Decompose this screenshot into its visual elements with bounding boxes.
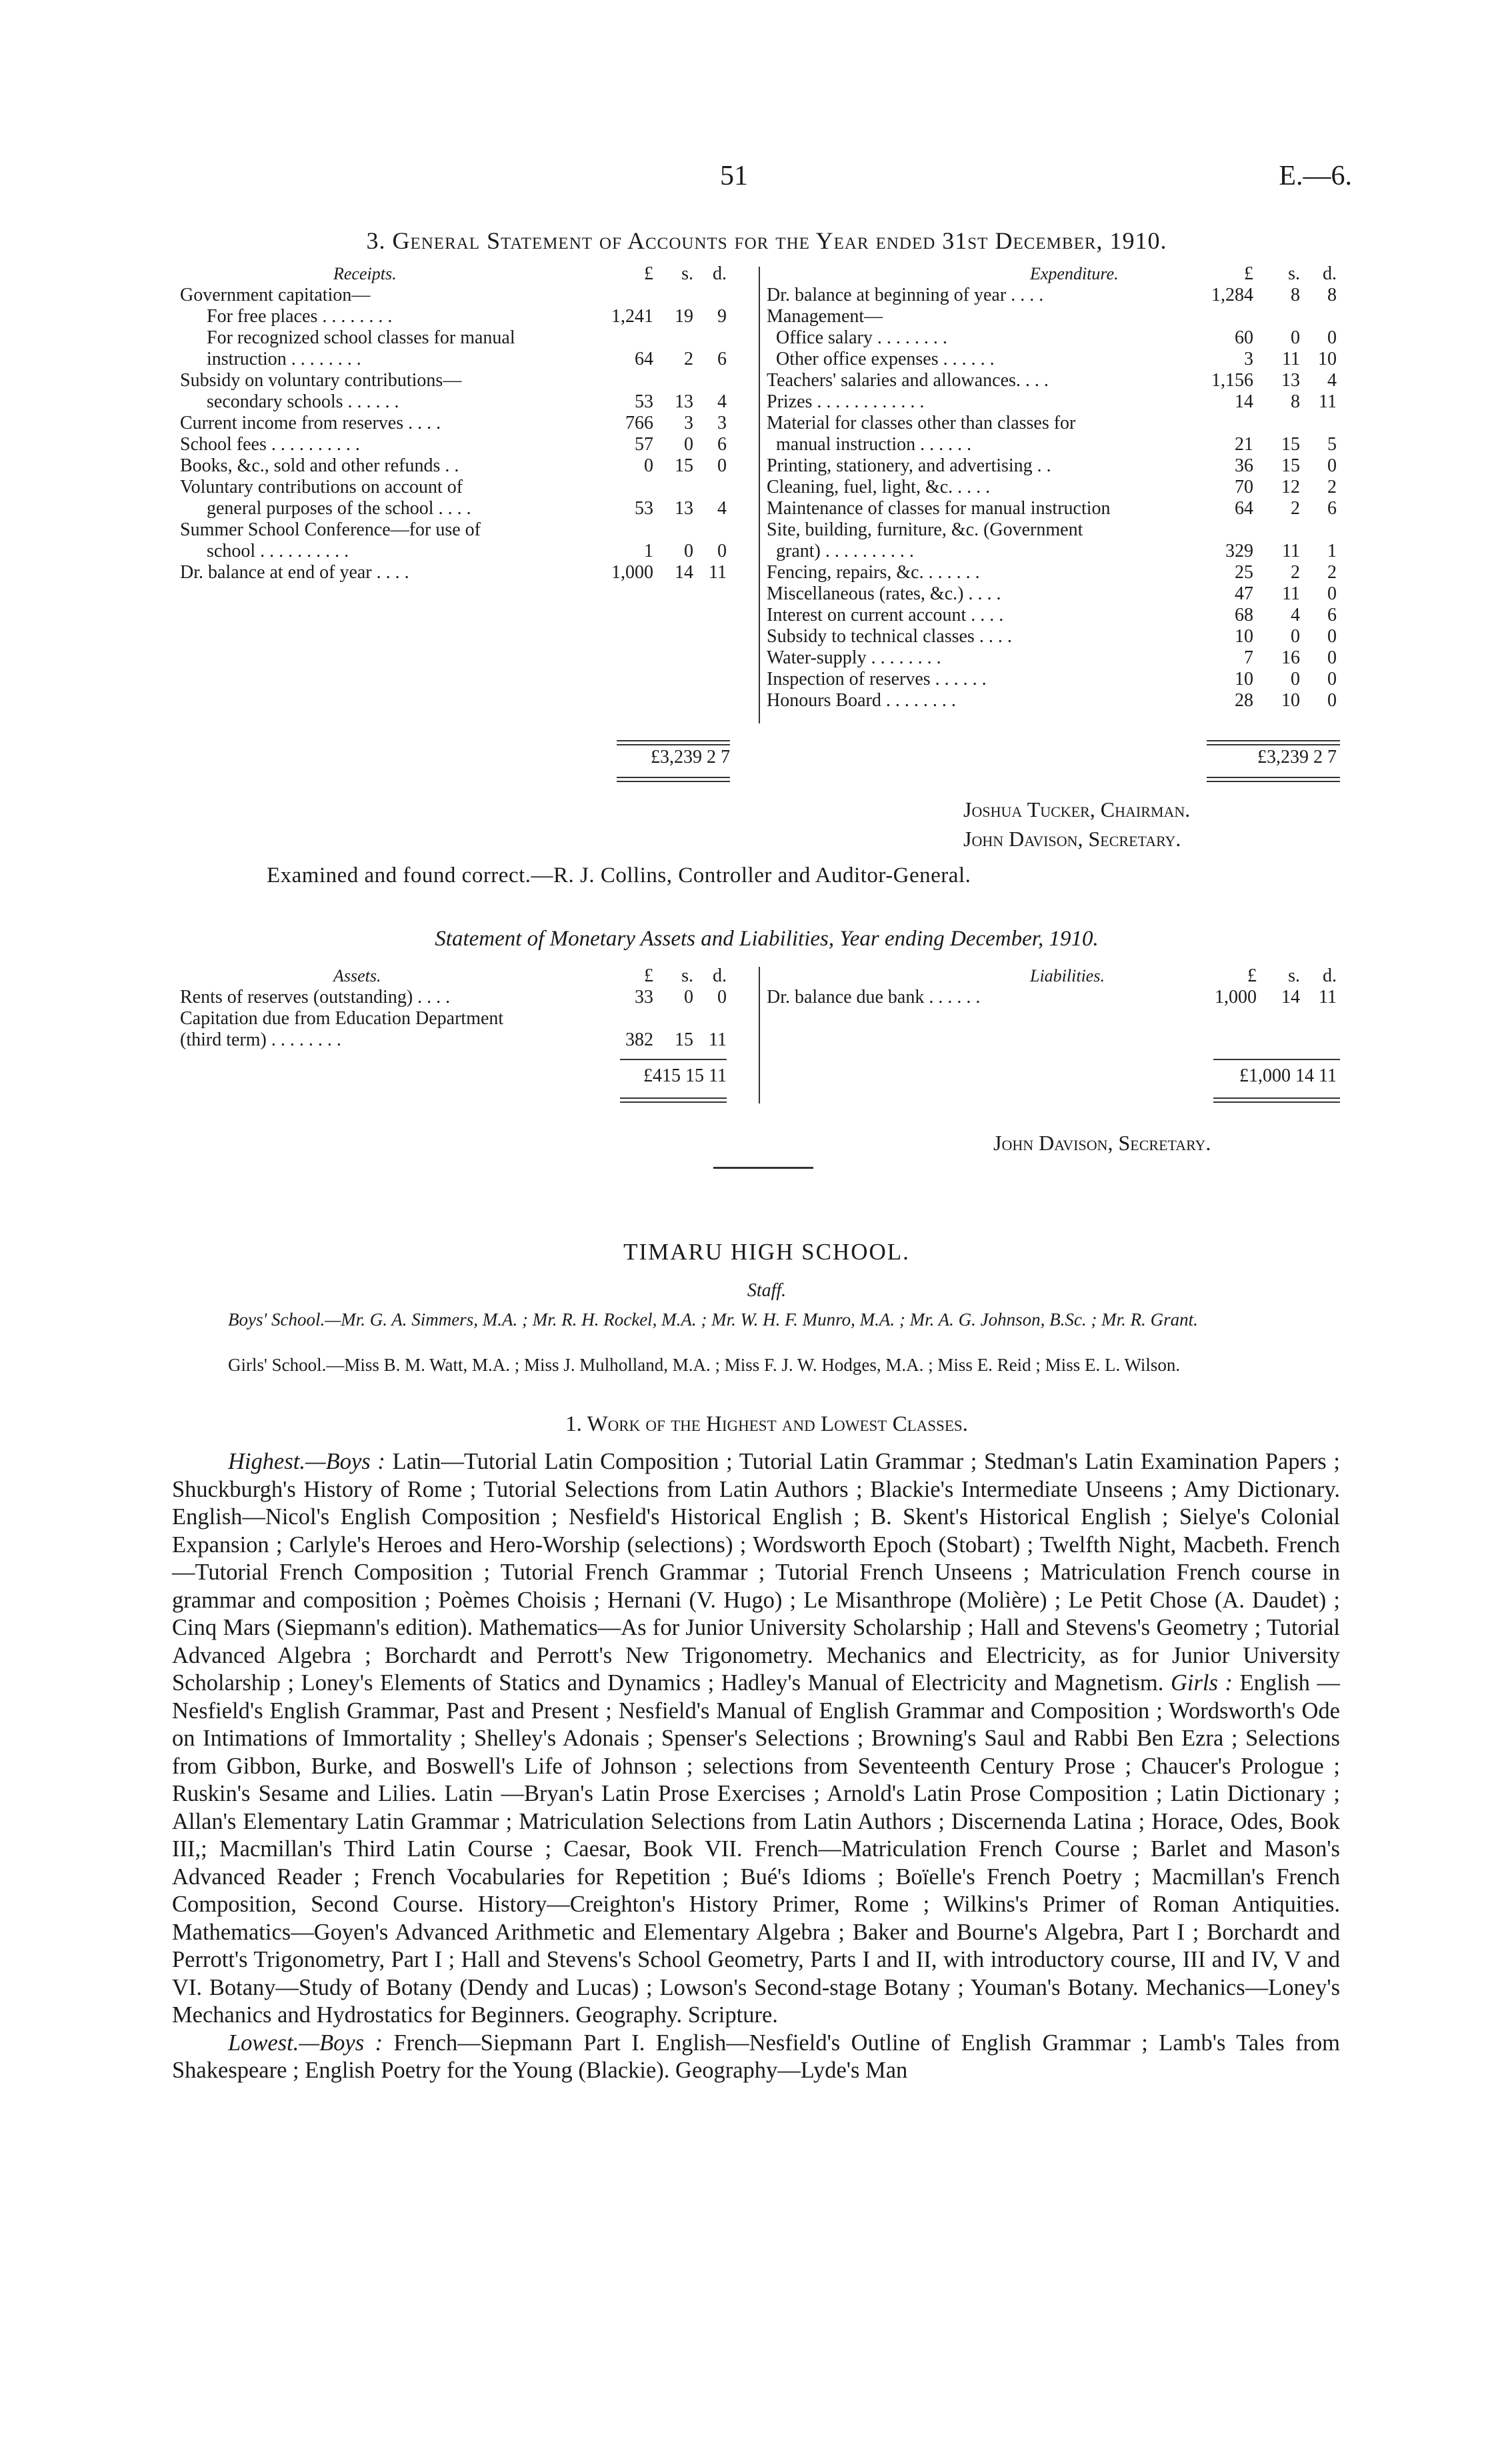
- amount-pounds: 14: [1235, 391, 1253, 412]
- amount-pence: 11: [1319, 391, 1337, 412]
- amount-pounds: 1,000: [1215, 987, 1257, 1007]
- amount-pence: 0: [717, 541, 727, 561]
- curriculum-text: [172, 1448, 1340, 2085]
- account-row-label: Cleaning, fuel, light, &c. . . . .: [767, 477, 991, 497]
- amount-pounds: 1: [644, 541, 653, 561]
- col-pounds: £: [644, 965, 653, 986]
- amount-pounds: 64: [1235, 498, 1253, 519]
- amount-pounds: 28: [1235, 690, 1253, 711]
- amount-pence: 0: [1327, 669, 1337, 689]
- total-double-rule: [1207, 777, 1340, 782]
- amount-pence: 2: [1327, 562, 1337, 583]
- account-row-label: Subsidy to technical classes . . . .: [767, 626, 1012, 647]
- amount-shillings: 16: [1281, 647, 1300, 668]
- amount-pounds: 382: [625, 1029, 653, 1050]
- total-rule: [617, 740, 730, 745]
- account-row-label: For recognized school classes for manual: [207, 327, 515, 348]
- liabilities-total: £1,000 14 11: [1239, 1065, 1337, 1086]
- amount-pounds: 7: [1244, 647, 1253, 668]
- account-row-label: Dr. balance at end of year . . . .: [180, 562, 409, 583]
- amount-pounds: 68: [1235, 605, 1253, 625]
- amount-shillings: 14: [675, 562, 693, 583]
- amount-pence: 5: [1327, 434, 1337, 455]
- amount-pounds: 47: [1235, 583, 1253, 604]
- amount-pence: 0: [717, 455, 727, 476]
- account-row-label: (third term) . . . . . . . .: [180, 1029, 341, 1050]
- col-shillings: s.: [681, 263, 693, 284]
- girls-staff: [172, 1354, 1340, 1376]
- amount-pence: 4: [717, 391, 727, 412]
- receipts-total: £3,239 2 7: [651, 747, 730, 767]
- account-row-label: Capitation due from Education Department: [180, 1008, 504, 1029]
- account-row-label: Voluntary contributions on account of: [180, 477, 463, 497]
- amount-pence: 6: [1327, 605, 1337, 625]
- column-divider: [759, 267, 760, 723]
- staff-heading: Staff.: [747, 1280, 787, 1301]
- amount-shillings: 0: [684, 541, 693, 561]
- chairman-signature: Joshua Tucker, Chairman.: [963, 797, 1191, 821]
- amount-pounds: 60: [1235, 327, 1253, 348]
- amount-shillings: 4: [1291, 605, 1300, 625]
- col-pence: d.: [1323, 965, 1337, 986]
- girls-lead: Girls :: [1170, 1670, 1233, 1696]
- girls-staff-text: Girls' School.—Miss B. M. Watt, M.A. ; Miss J. Mulholland, M.A. ; Miss F. J. W. Hodges, M.A. ; Miss E. Reid ; Miss E. L. Wilson.: [228, 1355, 1181, 1375]
- examined-note: Examined and found correct.—R. J. Collins, Controller and Auditor-General.: [267, 863, 971, 887]
- amount-shillings: 2: [1291, 562, 1300, 583]
- amount-pounds: 25: [1235, 562, 1253, 583]
- amount-pence: 1: [1327, 541, 1337, 561]
- assets-heading: Assets.: [333, 966, 381, 985]
- account-row-label: grant) . . . . . . . . . .: [776, 541, 914, 561]
- boys-staff-text: Boys' School.—Mr. G. A. Simmers, M.A. ; Mr. R. H. Rockel, M.A. ; Mr. W. H. F. Munro, M.A. ; Mr. A. G. Johnson, B.Sc. ; Mr. R. Grant.: [228, 1310, 1198, 1330]
- lowest-lead: Lowest.—Boys :: [228, 2030, 383, 2056]
- account-row-label: Inspection of reserves . . . . . .: [767, 669, 987, 689]
- amount-pounds: 1,156: [1211, 370, 1253, 391]
- col-shillings: s.: [1288, 263, 1300, 284]
- col-shillings: s.: [1288, 965, 1300, 986]
- amount-pence: 6: [717, 349, 727, 369]
- account-row-label: Dr. balance at beginning of year . . . .: [767, 285, 1044, 305]
- account-row-label: Other office expenses . . . . . .: [776, 349, 995, 369]
- account-row-label: Miscellaneous (rates, &c.) . . . .: [767, 583, 1001, 604]
- assets-total: £415 15 11: [643, 1065, 727, 1086]
- highest-boys-text: Latin—Tutorial Latin Composition ; Tutorial Latin Grammar ; Stedman's Latin Examination Papers ; Shuckburgh's History of Rome ; Tutorial Selections from Latin Authors ; Blackie's Intermediate Unseens ; Amy Dictionary. English—Nicol's English Composition ; Nesfield's Historical English ; B. Skent's Historical English ; Sielye's Colonial Expansion ; Carlyle's Heroes and Hero-Worship (selections) ; Wordsworth Epoch (Stobart) ; Twelfth Night, Macbeth. French—Tutorial French Composition ; Tutorial French Grammar ; Tutorial French Unseens ; Matriculation French course in grammar and composition ; Poèmes Choisis ; Hernani (V. Hugo) ; Le Misanthrope (Molière) ; Le Petit Chose (A. Daudet) ; Cinq Mars (Siepmann's edition). Mathematics—As for Junior University Scholarship ; Hall and Stevens's Geometry ; Tutorial Advanced Algebra ; Borchardt and Perrott's New Trigonometry. Mechanics and Electricity, as for Junior University Scholarship ; Loney's Elements of Statics and Dynamics ; Hadley's Manual of Electricity and Magnetism.: [172, 1449, 1340, 1696]
- amount-shillings: 2: [684, 349, 693, 369]
- amount-shillings: 15: [1281, 434, 1300, 455]
- amount-shillings: 3: [684, 413, 693, 433]
- amount-pence: 3: [717, 413, 727, 433]
- account-row-label: Fencing, repairs, &c. . . . . . .: [767, 562, 980, 583]
- amount-pence: 6: [1327, 498, 1337, 519]
- total-rule: [1213, 1059, 1340, 1060]
- amount-shillings: 14: [1281, 987, 1300, 1007]
- amount-pence: 9: [717, 306, 727, 327]
- col-shillings: s.: [681, 965, 693, 986]
- amount-pence: 2: [1327, 477, 1337, 497]
- total-double-rule: [620, 1097, 727, 1103]
- school-heading: TIMARU HIGH SCHOOL.: [623, 1239, 910, 1265]
- account-row-label: secondary schools . . . . . .: [207, 391, 399, 412]
- page-reference: E.—6.: [1279, 161, 1352, 191]
- account-row-label: Current income from reserves . . . .: [180, 413, 441, 433]
- account-row-label: Printing, stationery, and advertising . .: [767, 455, 1051, 476]
- amount-pounds: 21: [1235, 434, 1253, 455]
- amount-pence: 11: [709, 562, 727, 583]
- amount-pounds: 1,000: [611, 562, 653, 583]
- col-pence: d.: [1323, 263, 1337, 284]
- amount-pounds: 10: [1235, 626, 1253, 647]
- highest-paragraph: [172, 1448, 1340, 2030]
- account-row-label: For free places . . . . . . . .: [207, 306, 393, 327]
- column-divider: [759, 967, 760, 1103]
- amount-pounds: 64: [635, 349, 653, 369]
- amount-shillings: 19: [675, 306, 693, 327]
- account-row-label: Teachers' salaries and allowances. . . .: [767, 370, 1049, 391]
- amount-pence: 0: [1327, 583, 1337, 604]
- amount-shillings: 13: [675, 498, 693, 519]
- total-double-rule: [617, 777, 730, 782]
- amount-shillings: 13: [1281, 370, 1300, 391]
- section-divider: [713, 1167, 813, 1169]
- amount-pounds: 53: [635, 498, 653, 519]
- account-row-label: Subsidy on voluntary contributions—: [180, 370, 462, 391]
- account-row-label: Prizes . . . . . . . . . . . .: [767, 391, 925, 412]
- amount-pence: 11: [709, 1029, 727, 1050]
- amount-shillings: 12: [1281, 477, 1300, 497]
- amount-pence: 6: [717, 434, 727, 455]
- account-row-label: Office salary . . . . . . . .: [776, 327, 947, 348]
- amount-pounds: 1,284: [1211, 285, 1253, 305]
- amount-pounds: 3: [1244, 349, 1253, 369]
- amount-pence: 4: [717, 498, 727, 519]
- amount-shillings: 11: [1282, 541, 1300, 561]
- amount-shillings: 8: [1291, 285, 1300, 305]
- amount-pence: 10: [1318, 349, 1337, 369]
- amount-pence: 0: [1327, 647, 1337, 668]
- account-row-label: Water-supply . . . . . . . .: [767, 647, 941, 668]
- account-row-label: school . . . . . . . . . .: [207, 541, 349, 561]
- account-row-label: Summer School Conference—for use of: [180, 519, 481, 540]
- amount-pence: 0: [1327, 327, 1337, 348]
- amount-pence: 0: [1327, 690, 1337, 711]
- liabilities-heading: Liabilities.: [1030, 966, 1105, 985]
- account-row-label: instruction . . . . . . . .: [207, 349, 361, 369]
- amount-shillings: 0: [684, 987, 693, 1007]
- amount-pence: 8: [1327, 285, 1337, 305]
- amount-pence: 0: [1327, 626, 1337, 647]
- account-row-label: Rents of reserves (outstanding) . . . .: [180, 987, 451, 1007]
- amount-pounds: 53: [635, 391, 653, 412]
- col-pence: d.: [713, 965, 727, 986]
- amount-pounds: 33: [635, 987, 653, 1007]
- receipts-table: [180, 263, 760, 790]
- account-row-label: Maintenance of classes for manual instruction: [767, 498, 1111, 519]
- amount-shillings: 11: [1282, 349, 1300, 369]
- amount-shillings: 0: [1291, 669, 1300, 689]
- account-row-label: School fees . . . . . . . . . .: [180, 434, 360, 455]
- amount-pence: 11: [1319, 987, 1337, 1007]
- amount-pence: 4: [1327, 370, 1337, 391]
- account-row-label: Management—: [767, 306, 883, 327]
- liabilities-table: [767, 965, 1353, 1119]
- statement-signature: John Davison, Secretary.: [993, 1131, 1211, 1155]
- amount-pence: 0: [1327, 455, 1337, 476]
- amount-pounds: 0: [644, 455, 653, 476]
- account-row-label: Interest on current account . . . .: [767, 605, 1004, 625]
- account-row-label: general purposes of the school . . . .: [207, 498, 471, 519]
- total-double-rule: [1213, 1097, 1340, 1103]
- amount-shillings: 15: [675, 1029, 693, 1050]
- amount-pence: 0: [717, 987, 727, 1007]
- col-pounds: £: [644, 263, 653, 284]
- expenditure-table: [767, 263, 1353, 790]
- accounts-title: 3. General Statement of Accounts for the Year ended 31st December, 1910.: [366, 227, 1167, 254]
- amount-shillings: 0: [684, 434, 693, 455]
- total-rule: [1207, 740, 1340, 745]
- highest-girls-text: English —Nesfield's English Grammar, Past and Present ; Nesfield's Manual of English Grammar and Composition ; Wordsworth's Ode on Intimations of Immortality ; Shelley's Adonais ; Spenser's Selections ; Browning's Saul and Rabbi Ben Ezra ; Selections from Gibbon, Burke, and Boswell's Life of Johnson ; selections from Seventeenth Century Prose ; Chaucer's Prologue ; Ruskin's Sesame and Lilies. Latin —Bryan's Latin Prose Exercises ; Arnold's Latin Prose Composition ; Latin Dictionary ; Allan's Elementary Latin Grammar ; Matriculation Selections from Latin Authors ; Discernenda Latina ; Horace, Odes, Book III,; Macmillan's Third Latin Course ; Caesar, Book VII. French—Matriculation French Course ; Barlet and Mason's Advanced Reader ; French Vocabularies for Repetition ; Bué's Idioms ; Boïelle's French Poetry ; Macmillan's French Composition, Second Course. History—Creighton's History Primer, Rome ; Wilkins's Primer of Roman Antiquities. Mathematics—Goyen's Advanced Arithmetic and Elementary Algebra ; Baker and Bourne's Algebra, Part I ; Borchardt and Perrott's Trigonometry, Part I ; Hall and Stevens's School Geometry, Parts I and II, with introductory course, III and IV, V and VI. Botany—Study of Botany (Dendy and Lucas) ; Lowson's Second-stage Botany ; Youman's Botany. Mechanics—Loney's Mechanics and Hydrostatics for Beginners. Geography. Scripture.: [172, 1670, 1340, 2028]
- amount-shillings: 8: [1291, 391, 1300, 412]
- amount-shillings: 13: [675, 391, 693, 412]
- amount-shillings: 2: [1291, 498, 1300, 519]
- amount-pounds: 70: [1235, 477, 1253, 497]
- lowest-boys-text: French—Siepmann Part I. English—Nesfield's Outline of English Grammar ; Lamb's Tales from Shakespeare ; English Poetry for the Young (Blackie). Geography—Lyde's Man: [172, 2030, 1340, 2083]
- secretary-signature: John Davison, Secretary.: [963, 827, 1181, 851]
- lowest-paragraph: [172, 2030, 1340, 2085]
- section-title: 1. Work of the Highest and Lowest Classes.: [565, 1412, 968, 1436]
- account-row-label: Material for classes other than classes for: [767, 413, 1076, 433]
- col-pounds: £: [1247, 965, 1257, 986]
- amount-pounds: 1,241: [611, 306, 653, 327]
- receipts-heading: Receipts.: [333, 264, 397, 283]
- amount-shillings: 15: [1281, 455, 1300, 476]
- account-row-label: Dr. balance due bank . . . . . .: [767, 987, 981, 1007]
- amount-pounds: 10: [1235, 669, 1253, 689]
- amount-pounds: 329: [1225, 541, 1253, 561]
- amount-pounds: 36: [1235, 455, 1253, 476]
- amount-shillings: 0: [1291, 626, 1300, 647]
- highest-lead: Highest.—Boys :: [228, 1449, 385, 1474]
- boys-staff: [172, 1308, 1340, 1331]
- page-number: 51: [720, 161, 748, 191]
- col-pence: d.: [713, 263, 727, 284]
- amount-shillings: 0: [1291, 327, 1300, 348]
- amount-pounds: 57: [635, 434, 653, 455]
- expenditure-total: £3,239 2 7: [1257, 747, 1337, 767]
- col-pounds: £: [1244, 263, 1253, 284]
- amount-pounds: 766: [625, 413, 653, 433]
- account-row-label: Honours Board . . . . . . . .: [767, 690, 956, 711]
- expenditure-heading: Expenditure.: [1030, 264, 1119, 283]
- account-row-label: Books, &c., sold and other refunds . .: [180, 455, 459, 476]
- assets-table: [180, 965, 760, 1119]
- amount-shillings: 11: [1282, 583, 1300, 604]
- amount-shillings: 15: [675, 455, 693, 476]
- amount-shillings: 10: [1281, 690, 1300, 711]
- statement-title: Statement of Monetary Assets and Liabilities, Year ending December, 1910.: [435, 927, 1099, 951]
- account-row-label: Site, building, furniture, &c. (Government: [767, 519, 1083, 540]
- account-row-label: Government capitation—: [180, 285, 371, 305]
- account-row-label: manual instruction . . . . . .: [776, 434, 972, 455]
- total-rule: [620, 1059, 727, 1060]
